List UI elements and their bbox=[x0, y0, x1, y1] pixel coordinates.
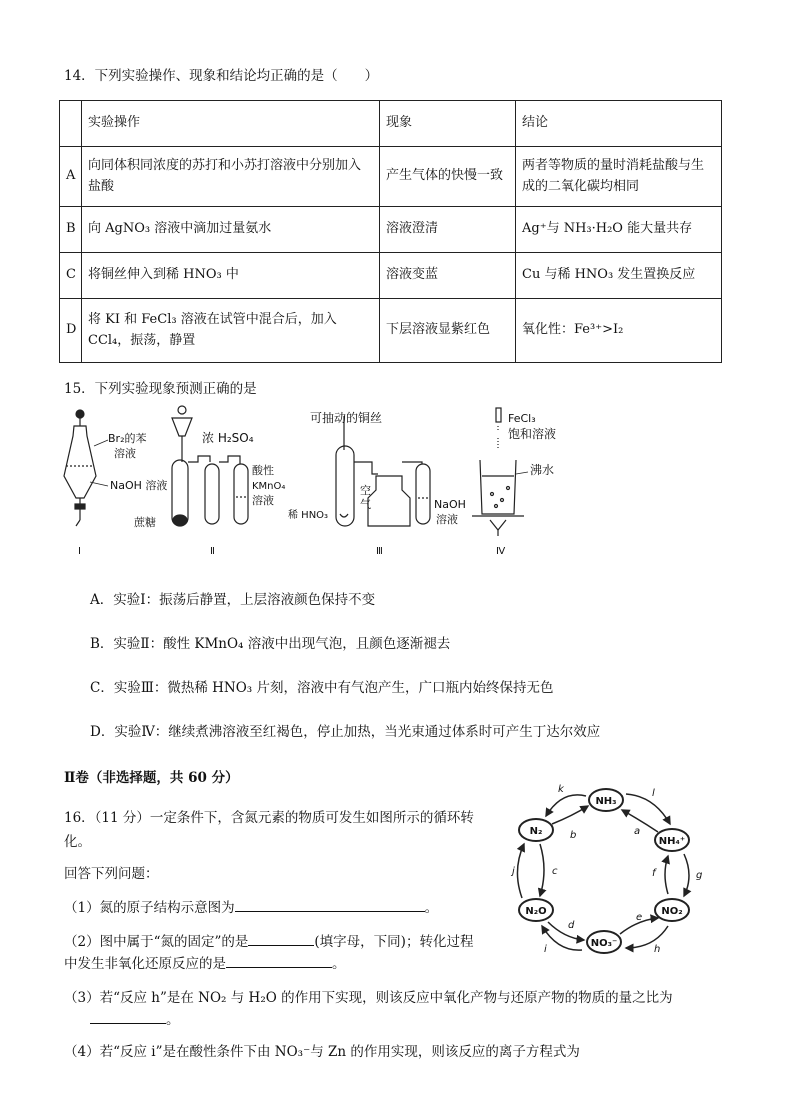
q16-prompt: 回答下列问题： bbox=[64, 866, 159, 882]
row-key: A bbox=[60, 147, 82, 207]
label-iii-wire: 可抽动的铜丝 bbox=[310, 411, 383, 425]
arrow-k bbox=[546, 795, 586, 816]
row-operation: 向同体积同浓度的苏打和小苏打溶液中分别加入盐酸 bbox=[82, 147, 380, 207]
label-ii-kmno4-1: 酸性 bbox=[252, 464, 274, 477]
answer-blank[interactable] bbox=[226, 953, 332, 968]
q15-title: 15．下列实验现象预测正确的是 bbox=[64, 381, 257, 397]
arrow-c bbox=[540, 844, 544, 896]
numeral-i: Ⅰ bbox=[78, 546, 81, 557]
arrow-b bbox=[552, 806, 588, 824]
table-row bbox=[60, 207, 722, 253]
label-ii-kmno4-2: KMnO₄ bbox=[252, 481, 286, 492]
arrow-label: l bbox=[652, 788, 655, 799]
arrow-label: a bbox=[634, 826, 641, 837]
apparatus-i bbox=[64, 410, 108, 526]
label-iv-fecl3-2: 饱和溶液 bbox=[508, 427, 557, 441]
q16-part3: （3）若“反应 h”是在 NO₂ 与 H₂O 的作用下实现，则该反应中氧化产物与还原产物的物质的量之比为 bbox=[64, 990, 673, 1006]
arrow-label: j bbox=[512, 866, 515, 877]
arrow-g bbox=[684, 854, 689, 896]
q15-option-c: C．实验Ⅲ：微热稀 HNO₃ 片刻，溶液中有气泡产生，广口瓶内始终保持无色 bbox=[90, 680, 554, 696]
arrow-j bbox=[517, 844, 524, 898]
label-i-naoh: NaOH 溶液 bbox=[110, 479, 168, 492]
q16-part3-answer bbox=[90, 1008, 180, 1028]
q16-part4: （4）若“反应 i”是在酸性条件下由 NO₃⁻与 Zn 的作用实现，则该反应的离子方程式为 bbox=[64, 1044, 580, 1060]
row-key: D bbox=[60, 299, 82, 363]
row-operation: 将铜丝伸入到稀 HNO₃ 中 bbox=[82, 253, 380, 299]
table-row bbox=[60, 147, 722, 207]
arrow-label: k bbox=[558, 784, 564, 795]
section-ii-heading: Ⅱ卷（非选择题，共 60 分） bbox=[64, 770, 239, 786]
numeral-ii: Ⅱ bbox=[210, 546, 215, 557]
label-iii-air2: 气 bbox=[360, 498, 371, 511]
arrow-h bbox=[626, 926, 668, 948]
q14-title: 14．下列实验操作、现象和结论均正确的是（ ） bbox=[64, 68, 379, 84]
q16-part3-end: 。 bbox=[166, 1012, 180, 1028]
q15-option-a: A．实验Ⅰ：振荡后静置，上层溶液颜色保持不变 bbox=[90, 592, 376, 608]
label-ii-acid: 浓 H₂SO₄ bbox=[202, 431, 254, 445]
row-conclusion: 两者等物质的量时消耗盐酸与生成的二氧化碳均相同 bbox=[516, 147, 722, 207]
apparatus-ii bbox=[172, 406, 248, 526]
arrow-label: h bbox=[654, 944, 661, 955]
answer-blank[interactable] bbox=[90, 1009, 166, 1024]
row-phenomenon: 溶液变蓝 bbox=[380, 253, 516, 299]
row-conclusion: 氧化性：Fe³⁺>I₂ bbox=[516, 299, 722, 363]
q16-title-line2: 化。 bbox=[64, 834, 91, 850]
q15-option-d: D．实验Ⅳ：继续煮沸溶液至红褐色，停止加热，当光束通过体系时可产生丁达尔效应 bbox=[90, 724, 601, 740]
row-key: C bbox=[60, 253, 82, 299]
label-iii-naoh2: 溶液 bbox=[436, 513, 458, 526]
node-label: N₂O bbox=[525, 906, 547, 917]
arrow-label: d bbox=[568, 920, 575, 931]
q16-part1-end: 。 bbox=[424, 900, 439, 916]
arrow-d bbox=[548, 922, 584, 940]
row-phenomenon: 溶液澄清 bbox=[380, 207, 516, 253]
row-key: B bbox=[60, 207, 82, 253]
label-ii-sugar: 蔗糖 bbox=[134, 516, 156, 529]
q15-apparatus-figure bbox=[60, 402, 590, 562]
q16-part2-line2 bbox=[64, 952, 346, 972]
label-i-top2: 溶液 bbox=[114, 447, 136, 460]
q16-part2-text-b: (填字母，下同)；转化过程 bbox=[314, 934, 474, 950]
table-row bbox=[60, 253, 722, 299]
table-row bbox=[60, 299, 722, 363]
q16-title-line1: 16．（11 分）一定条件下，含氮元素的物质可发生如图所示的循环转 bbox=[64, 810, 474, 826]
q16-part2 bbox=[64, 930, 473, 950]
nitrogen-cycle-diagram bbox=[508, 780, 708, 960]
table-header-cell bbox=[60, 101, 82, 147]
table-header-cell: 结论 bbox=[516, 101, 722, 147]
label-iii-air1: 空 bbox=[360, 484, 371, 497]
node-label: N₂ bbox=[529, 826, 543, 837]
row-phenomenon: 下层溶液显紫红色 bbox=[380, 299, 516, 363]
row-operation: 将 KI 和 FeCl₃ 溶液在试管中混合后，加入 CCl₄，振荡，静置 bbox=[82, 299, 380, 363]
label-iii-naoh1: NaOH bbox=[434, 498, 466, 511]
q16-part1 bbox=[64, 896, 438, 916]
arrow-label: g bbox=[696, 870, 703, 881]
q14-table bbox=[59, 100, 722, 363]
arrow-label: c bbox=[552, 866, 558, 877]
q16-part1-text: （1）氮的原子结构示意图为 bbox=[64, 900, 235, 916]
apparatus-iii bbox=[336, 416, 430, 526]
row-operation: 向 AgNO₃ 溶液中滴加过量氨水 bbox=[82, 207, 380, 253]
node-label: NH₄⁺ bbox=[658, 836, 686, 847]
arrow-l bbox=[626, 794, 670, 824]
label-ii-kmno4-3: 溶液 bbox=[252, 494, 274, 507]
q16-part2-end: 。 bbox=[332, 956, 346, 972]
node-label: NH₃ bbox=[595, 796, 617, 807]
q16-part2-text-a: （2）图中属于“氮的固定”的是 bbox=[64, 934, 249, 950]
answer-blank[interactable] bbox=[235, 897, 425, 912]
arrow-label: i bbox=[544, 944, 547, 955]
answer-blank[interactable] bbox=[248, 931, 314, 946]
node-label: NO₂ bbox=[661, 906, 683, 917]
row-conclusion: Ag⁺与 NH₃·H₂O 能大量共存 bbox=[516, 207, 722, 253]
node-label: NO₃⁻ bbox=[590, 938, 618, 949]
row-phenomenon: 产生气体的快慢一致 bbox=[380, 147, 516, 207]
q15-option-b: B．实验Ⅱ：酸性 KMnO₄ 溶液中出现气泡，且颜色逐渐褪去 bbox=[90, 636, 451, 652]
table-header-cell: 现象 bbox=[380, 101, 516, 147]
arrow-label: e bbox=[636, 912, 643, 923]
label-iii-hno3: 稀 HNO₃ bbox=[288, 510, 329, 521]
arrow-label: f bbox=[652, 868, 656, 879]
label-iv-fecl3-1: FeCl₃ bbox=[508, 412, 536, 425]
arrow-label: b bbox=[570, 830, 577, 841]
numeral-iv: Ⅳ bbox=[496, 546, 506, 557]
table-header-cell: 实验操作 bbox=[82, 101, 380, 147]
q16-part2-text-c: 中发生非氧化还原反应的是 bbox=[64, 956, 226, 972]
label-iv-water: 沸水 bbox=[530, 463, 555, 477]
arrow-f bbox=[665, 856, 668, 894]
label-i-top: Br₂的苯 bbox=[108, 432, 147, 445]
numeral-iii: Ⅲ bbox=[376, 546, 383, 557]
row-conclusion: Cu 与稀 HNO₃ 发生置换反应 bbox=[516, 253, 722, 299]
table-header-row bbox=[60, 101, 722, 147]
